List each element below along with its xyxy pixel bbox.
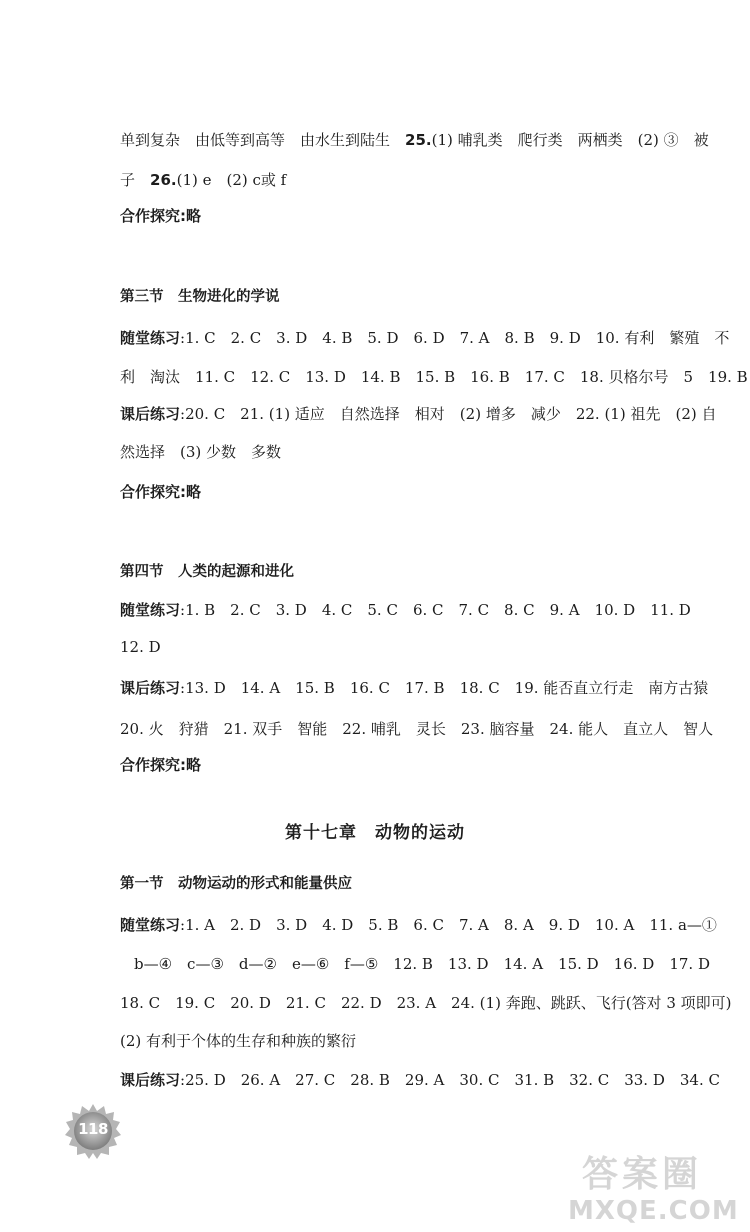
after-class-practice-line: 课后练习:20. C 21. (1) 适应 自然选择 相对 (2) 增多 减少 22. (1) 祖先 (2) 自	[120, 405, 717, 423]
cooperative-inquiry-line: 合作探究:略	[120, 207, 202, 225]
watermark	[568, 1146, 748, 1230]
page-number-badge	[64, 1102, 122, 1160]
cooperative-inquiry-line: 合作探究:略	[120, 756, 202, 774]
page-number: 118	[78, 1120, 108, 1138]
after-class-practice-line: 课后练习:25. D 26. A 27. C 28. B 29. A 30. C 31. B 32. C 33. D 34. C	[120, 1071, 720, 1089]
section-heading: 第四节 人类的起源和进化	[120, 564, 294, 580]
watermark-url: MXQE.COM	[568, 1196, 739, 1226]
class-practice-line: 随堂练习:1. A 2. D 3. D 4. D 5. B 6. C 7. A 8. A 9. D 10. A 11. a—①	[120, 916, 717, 934]
class-practice-line: 随堂练习:1. C 2. C 3. D 4. B 5. D 6. D 7. A 8. B 9. D 10. 有利 繁殖 不	[120, 329, 730, 347]
answer-line: 利 淘汰 11. C 12. C 13. D 14. B 15. B 16. B 17. C 18. 贝格尔号 5 19. B	[120, 368, 748, 386]
answer-line: 18. C 19. C 20. D 21. C 22. D 23. A 24. (1) 奔跑、跳跃、飞行(答对 3 项即可)	[120, 994, 732, 1012]
watermark-logo: 答案圈	[582, 1154, 703, 1195]
answer-line: (2) 有利于个体的生存和种族的繁衍	[120, 1032, 357, 1050]
cooperative-inquiry-line: 合作探究:略	[120, 483, 202, 501]
answer-line: 单到复杂 由低等到高等 由水生到陆生 25.(1) 哺乳类 爬行类 两栖类 (2) ③ 被	[120, 131, 709, 149]
answer-line: 然选择 (3) 少数 多数	[120, 443, 282, 461]
answer-line: 12. D	[120, 638, 161, 656]
answer-line: 20. 火 狩猎 21. 双手 智能 22. 哺乳 灵长 23. 脑容量 24. 能人 直立人 智人	[120, 720, 714, 738]
section-heading: 第一节 动物运动的形式和能量供应	[120, 876, 352, 892]
answer-line: b—④ c—③ d—② e—⑥ f—⑤ 12. B 13. D 14. A 15. D 16. D 17. D	[134, 955, 710, 973]
chapter-title: 第十七章 动物的运动	[285, 823, 465, 843]
after-class-practice-line: 课后练习:13. D 14. A 15. B 16. C 17. B 18. C 19. 能否直立行走 南方古猿	[120, 679, 709, 697]
class-practice-line: 随堂练习:1. B 2. C 3. D 4. C 5. C 6. C 7. C 8. C 9. A 10. D 11. D	[120, 601, 691, 619]
section-heading: 第三节 生物进化的学说	[120, 289, 280, 305]
answer-line: 子 26.(1) e (2) c或 f	[120, 171, 287, 189]
